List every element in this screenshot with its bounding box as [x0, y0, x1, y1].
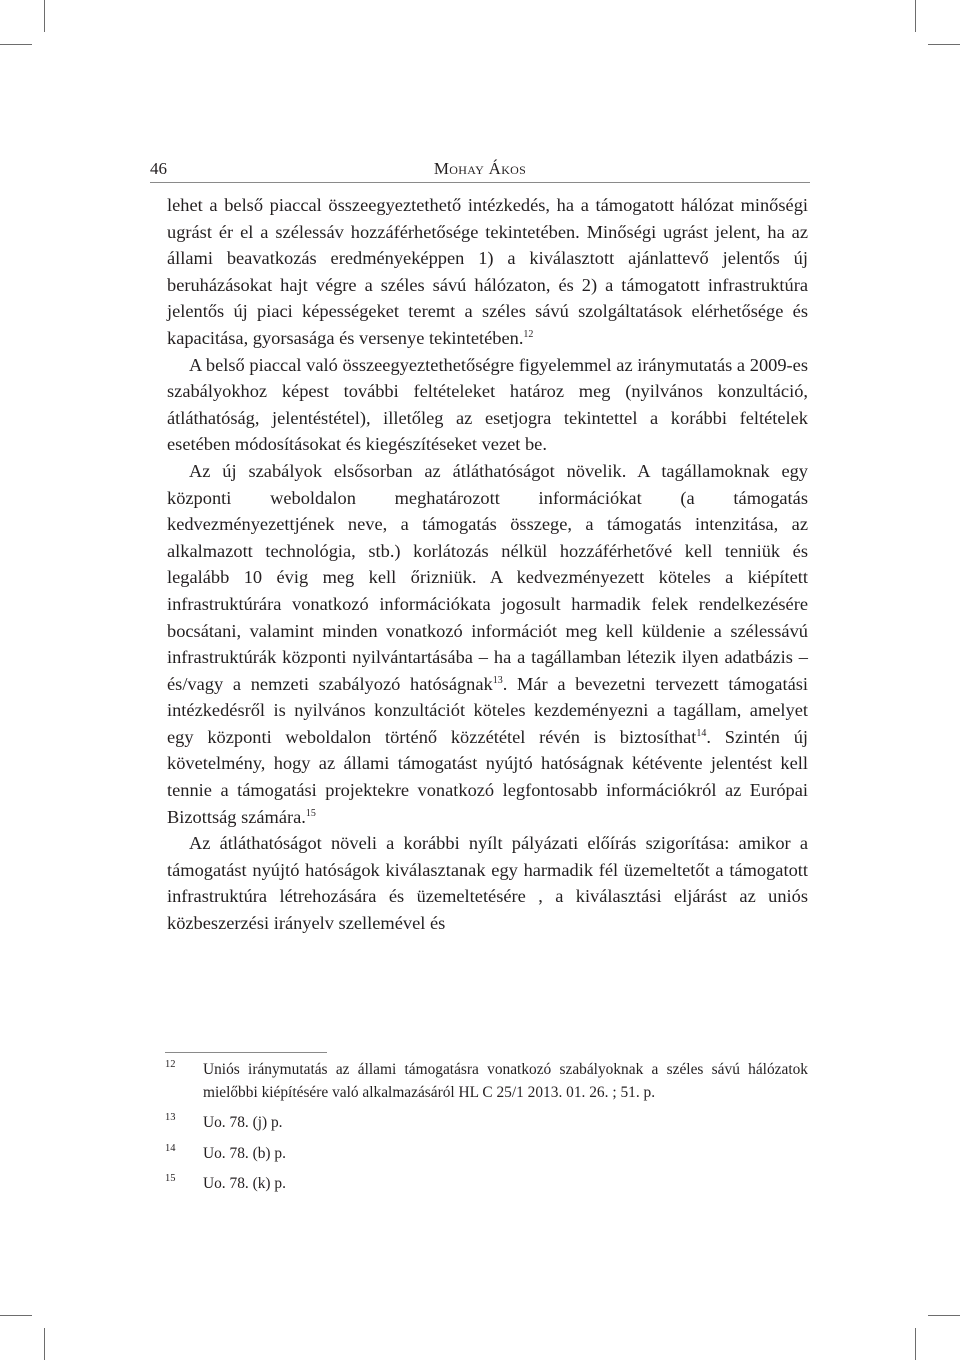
paragraph-text: A belső piaccal való összeegyeztethetőségre figyelemmel az iránymutatás a 2009-es szabályokhoz képest további feltételeket határoz meg (nyilvános konzultáció, átláthatóság, jelentéstétel), illetőleg az esetjogra tekintettel a korábbi feltételek esetében módosításokat és kiegészítéseket vezet be. [167, 354, 808, 455]
paragraph-text: . Már a bevezetni tervezett támogatási intézkedésről is nyilvános konzultációt köteles kezdeményezni a tagállam, amelyet egy központi weboldalon történő közzététel révén is biztosíthat [167, 673, 808, 747]
footnote-number: 12 [165, 1059, 176, 1070]
footnotes [165, 1059, 808, 1204]
footnote-reference[interactable]: 15 [305, 807, 316, 819]
paragraph-text: Az új szabályok elsősorban az átláthatóságot növelik. A tagállamoknak egy központi weboldalon meghatározott információkat (a támogatás kedvezményezettjének neve, a támogatás összege, a támogatás intenzitása, az alkalmazott technológia, stb.) korlátozás nélkül hozzáférhetővé kell tenniük és legalább 10 évig meg kell őrizniük. A kedvezményezett köteles a kiépített infrastruktúrára vonatkozó információkata jogosult harmadik felek rendelkezésére bocsátani, valamint minden vonatkozó információt meg kell küldenie a szélessávú infrastruktúrák központi nyilvántartásába – ha a tagállamban létezik ilyen adatbázis – és/vagy a nemzeti szabályozó hatóságnak [167, 460, 808, 694]
crop-mark [0, 1315, 32, 1316]
footnote-number: 13 [165, 1112, 176, 1123]
crop-mark [44, 1328, 45, 1360]
paragraph [167, 830, 808, 936]
footnote-separator [165, 1052, 327, 1053]
footnote [165, 1173, 808, 1196]
paragraph [167, 352, 808, 458]
footnote-text: Uo. 78. (j) p. [203, 1114, 283, 1131]
crop-mark [928, 44, 960, 45]
crop-mark [928, 1315, 960, 1316]
footnote [165, 1143, 808, 1166]
footnote-number: 15 [165, 1173, 176, 1184]
page-header [150, 158, 810, 183]
paragraph-text: lehet a belső piaccal összeegyeztethető intézkedés, ha a támogatott hálózat minőségi ugrást ér el a szélessáv hozzáférhetősége tekintetében. Minőségi ugrást jelent, ha az állami beavatkozás eredményeképpen 1) a kiválasztott ajánlattevő jelentős új beruházásokat hajt végre a széles sávú hálózaton, és 2) a támogatott infrastruktúra jelentős új piaci képességeket teremt a széles sávú szolgáltatások elérhetősége és kapacitása, gyorsasága és versenye tekintetében. [167, 195, 808, 348]
running-head-author: Mohay Ákos [433, 159, 527, 178]
footnote-text: Uniós iránymutatás az állami támogatásra vonatkozó szabályoknak a széles sávú hálózatok mielőbbi kiépítésére való alkalmazásáról HL C 25/1 2013. 01. 26. ; 51. p. [203, 1061, 808, 1101]
paragraph [167, 192, 808, 352]
footnote-reference[interactable]: 13 [492, 674, 503, 686]
body-text [167, 192, 808, 937]
crop-mark [915, 1328, 916, 1360]
page-number: 46 [150, 159, 167, 178]
crop-mark [44, 0, 45, 32]
footnote-text: Uo. 78. (b) p. [203, 1144, 286, 1162]
crop-mark [0, 44, 32, 45]
paragraph-text: Az átláthatóságot növeli a korábbi nyílt pályázati előírás szigorítása: amikor a támogatást nyújtó hatóságok kiválasztanak egy harmadik fél üzemeltetőt a támogatott infrastruktúra létrehozására és üzemeltetésére , a kiválasztási eljárást az uniós közbeszerzési irányelv szellemével és [167, 833, 808, 934]
paragraph [167, 458, 808, 830]
paragraph-text: . Szintén új követelmény, hogy az állami támogatást nyújtó hatóságnak kétévente jelentést kell tennie a támogatási projektekre vonatkozó legfontosabb információkról az Európai Bizottság számára. [167, 726, 808, 827]
footnote-reference[interactable]: 14 [696, 727, 707, 739]
crop-mark [915, 0, 916, 32]
footnote-reference[interactable]: 12 [523, 328, 534, 340]
footnote-text: Uo. 78. (k) p. [203, 1175, 286, 1192]
footnote [165, 1112, 808, 1135]
footnote-number: 14 [165, 1142, 176, 1154]
footnote [165, 1059, 808, 1104]
